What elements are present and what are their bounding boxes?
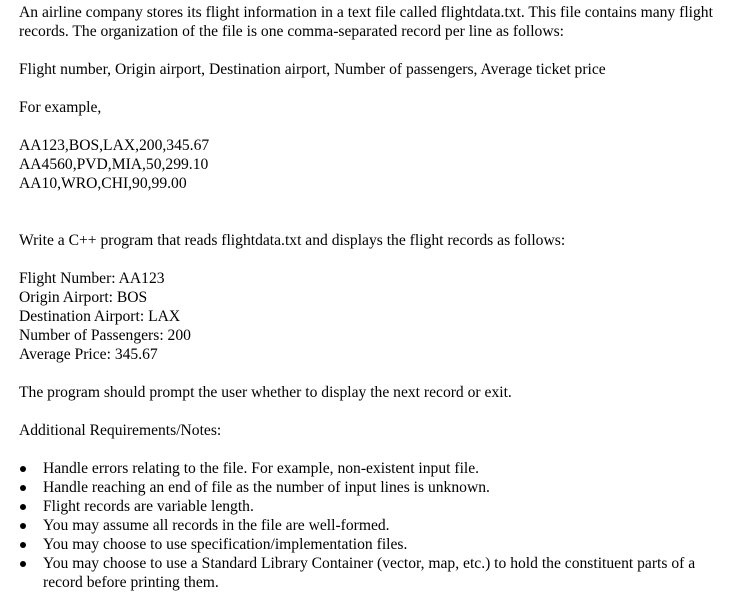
output-line: Average Price: 345.67 (19, 346, 158, 363)
bullet-icon (20, 466, 26, 472)
bullet-icon (20, 523, 26, 529)
list-item: Flight records are variable length. (19, 497, 735, 516)
bullet-icon (20, 561, 26, 567)
example-record: AA4560,PVD,MIA,50,299.10 (19, 156, 209, 173)
document (19, 3, 735, 592)
output-line: Origin Airport: BOS (19, 289, 148, 306)
bullet-icon (20, 485, 26, 491)
list-item: Handle reaching an end of file as the number of input lines is unknown. (19, 478, 735, 497)
example-records (19, 136, 735, 193)
example-record: AA123,BOS,LAX,200,345.67 (19, 137, 210, 154)
format-line: Flight number, Origin airport, Destination airport, Number of passengers, Average ticket price (19, 61, 606, 78)
notes-heading: Additional Requirements/Notes: (19, 422, 222, 439)
sample-output (19, 269, 735, 364)
list-item: You may assume all records in the file are well-formed. (19, 516, 735, 535)
bullet-icon (20, 542, 26, 548)
output-line: Number of Passengers: 200 (19, 327, 191, 344)
bullet-icon (20, 504, 26, 510)
example-record: AA10,WRO,CHI,90,99.00 (19, 175, 187, 192)
output-line: Flight Number: AA123 (19, 270, 165, 287)
example-heading: For example, (19, 99, 102, 116)
output-line: Destination Airport: LAX (19, 308, 181, 325)
notes-list (19, 459, 735, 592)
list-item: You may choose to use specification/implementation files. (19, 535, 735, 554)
list-item: Handle errors relating to the file. For example, non-existent input file. (19, 459, 735, 478)
list-item: You may choose to use a Standard Library Container (vector, map, etc.) to hold the constituent parts of a record before printing them. (19, 554, 735, 592)
task-paragraph: Write a C++ program that reads flightdata.txt and displays the flight records as follows: (19, 232, 566, 249)
prompt-paragraph: The program should prompt the user whether to display the next record or exit. (19, 384, 512, 401)
intro-paragraph: An airline company stores its flight information in a text file called flightdata.txt. This file contains many flight records. The organization of the file is one comma-separated record per line as follows: (19, 4, 713, 40)
